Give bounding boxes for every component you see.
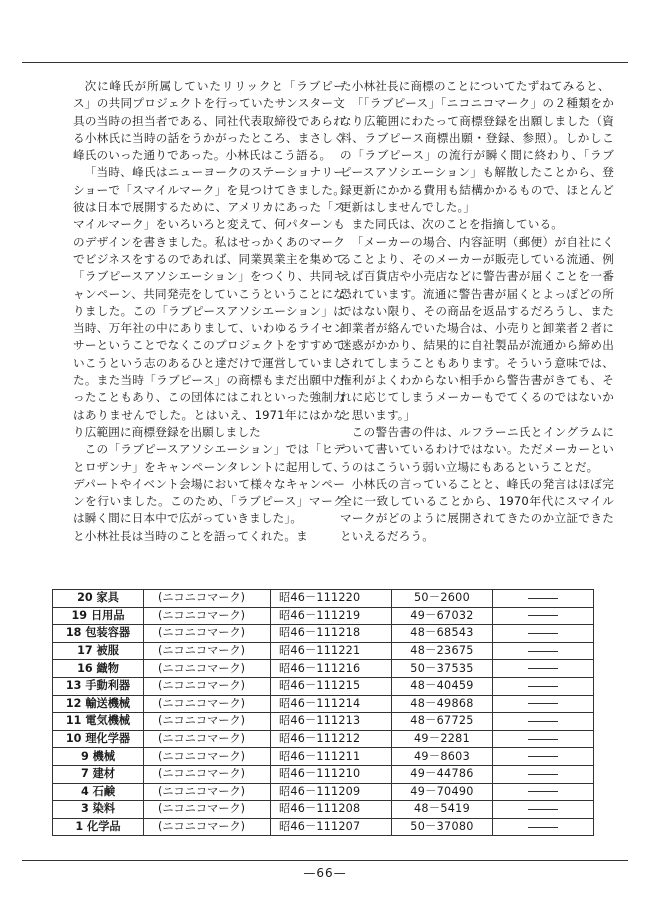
status-cell [493, 660, 594, 678]
mark-cell: (ニコニコマーク) [144, 642, 271, 660]
table-row [53, 713, 594, 731]
dash-mark [528, 598, 558, 599]
table-row [53, 818, 594, 836]
dash-mark [528, 686, 558, 687]
table-row [53, 730, 594, 748]
status-cell [493, 695, 594, 713]
dash-mark [528, 668, 558, 669]
table-row [53, 590, 594, 608]
registration-number-cell: 49－67032 [392, 607, 493, 625]
registration-number-cell: 50－37080 [392, 818, 493, 836]
class-cell: 9 機械 [53, 748, 144, 766]
mark-cell: (ニコニコマーク) [144, 748, 271, 766]
registration-number-cell: 49－2281 [392, 730, 493, 748]
paragraph: 「当時、峰氏はニューヨークのステーショナリーショーで「スマイルマーク」を見つけてきました。彼は日本で展開するために、アメリカにあった「スマイルマーク」をいろいろと変えて、何パターンものデザインを書きました。私はせっかくあのマークでビジネスをするのであれば、同業異業主を集めて「ラブピースアソシエーション」をつくり、共同キャンペーン、共同発売をしていこうということになりました。この「ラブピースアソシエーション」は当時、万年社の中にありまして、いわゆるライセンサーということでなくこのプロジェクトをすすめていこうという志のあるひと達だけで運営していました。また当時「ラブピース」の商標もまだ出願中だったこともあり、この団体にはこれといった強制力はありませんでした。とはいえ、1971年にはかなり広範囲に商標登録を出願しました [73, 165, 345, 439]
status-cell [493, 748, 594, 766]
dash-mark [528, 615, 558, 616]
table-row [53, 677, 594, 695]
class-cell: 17 被服 [53, 642, 144, 660]
table-row [53, 783, 594, 801]
dash-mark [528, 651, 558, 652]
paragraph: 「メーカーの場合、内容証明（郵便）が自社にくることより、そのメーカーが販売している流通、例えば百貨店や小売店などに警告書が届くことを一番恐れています。流通に警告書が届くとよっぽどの所ではない限り、その商品を返品するだろうし、また卸業者が絡んでいた場合は、小売りと卸業者２者に迷惑がかかり、結果的に自社製品が流通から締め出されてしまうこともあります。そういう意味では、権利がよくわからない相手から警告書がきても、それに応じてしまうメーカーもでてくるのではないかと思います。」 [340, 234, 614, 422]
dash-mark [528, 703, 558, 704]
paragraph: 「「ラブピース」「ニコニコマーク」の２種類をかなり広範囲にわたって商標登録を出願しました（資料、ラブピース商標出願・登録、参照）。しかしこの「ラブピース」の流行が瞬く間に終わり、「ラブピースアソシエーション」も解散したことから、登録更新にかかる費用も結構かかるもので、ほとんど更新はしませんでした。」 [340, 96, 614, 215]
class-cell: 11 電気機械 [53, 713, 144, 731]
mark-cell: (ニコニコマーク) [144, 765, 271, 783]
paragraph: この警告書の件は、ルフラーニ氏とイングラムについて書いているわけではない。ただメーカーというのはこういう弱い立場にもあるということだ。 [340, 424, 614, 474]
registration-number-cell: 48－40459 [392, 677, 493, 695]
registration-number-cell: 48－23675 [392, 642, 493, 660]
registration-number-cell: 49－44786 [392, 765, 493, 783]
application-number-cell: 昭46－111213 [271, 713, 392, 731]
left-text-column [73, 78, 345, 545]
status-cell [493, 590, 594, 608]
class-cell: 10 理化学器 [53, 730, 144, 748]
dash-mark [528, 774, 558, 775]
registration-number-cell: 50－2600 [392, 590, 493, 608]
application-number-cell: 昭46－111207 [271, 818, 392, 836]
status-cell [493, 765, 594, 783]
registration-number-cell: 48－67725 [392, 713, 493, 731]
mark-cell: (ニコニコマーク) [144, 730, 271, 748]
class-cell: 18 包装容器 [53, 625, 144, 643]
registration-number-cell: 48－5419 [392, 801, 493, 819]
paragraph: 小林氏の言っていることと、峰氏の発言はほぼ完全に一致していることから、1970年代にスマイルマークがどのように展開されてきたのか立証できたといえるだろう。 [340, 476, 614, 543]
table-row [53, 625, 594, 643]
application-number-cell: 昭46－111221 [271, 642, 392, 660]
paragraph: この「ラブピースアソシエーション」では「ヒデとロザンナ」をキャンペーンタレントに起用して、デパートやイベント会場において様々なキャンペーンを行いました。このため、「ラブピース」マークは瞬く間に日本中で広がっていきました」。 [73, 442, 345, 526]
mark-cell: (ニコニコマーク) [144, 818, 271, 836]
mark-cell: (ニコニコマーク) [144, 801, 271, 819]
table-row [53, 642, 594, 660]
table-row [53, 765, 594, 783]
table-row [53, 607, 594, 625]
application-number-cell: 昭46－111215 [271, 677, 392, 695]
application-number-cell: 昭46－111220 [271, 590, 392, 608]
status-cell [493, 783, 594, 801]
mark-cell: (ニコニコマーク) [144, 607, 271, 625]
application-number-cell: 昭46－111212 [271, 730, 392, 748]
class-cell: 7 建材 [53, 765, 144, 783]
table-row [53, 695, 594, 713]
registration-number-cell: 49－70490 [392, 783, 493, 801]
paragraph: また同氏は、次のことを指摘している。 [351, 217, 563, 232]
application-number-cell: 昭46－111211 [271, 748, 392, 766]
dash-mark [528, 809, 558, 810]
class-cell: 13 手動利器 [53, 677, 144, 695]
application-number-cell: 昭46－111214 [271, 695, 392, 713]
paragraph: た小林社長に商標のことについてたずねてみると、 [340, 79, 610, 93]
class-cell: 3 染料 [53, 801, 144, 819]
page-number: —66— [303, 866, 347, 880]
trademark-table [52, 589, 594, 836]
status-cell [493, 713, 594, 731]
mark-cell: (ニコニコマーク) [144, 713, 271, 731]
class-cell: 16 織物 [53, 660, 144, 678]
header-rule [22, 62, 628, 63]
dash-mark [528, 739, 558, 740]
status-cell [493, 642, 594, 660]
dash-mark [528, 633, 558, 634]
class-cell: 12 輸送機械 [53, 695, 144, 713]
class-cell: 20 家具 [53, 590, 144, 608]
application-number-cell: 昭46－111209 [271, 783, 392, 801]
registration-number-cell: 50－37535 [392, 660, 493, 678]
application-number-cell: 昭46－111208 [271, 801, 392, 819]
mark-cell: (ニコニコマーク) [144, 590, 271, 608]
paragraph: と小林社長は当時のことを語ってくれた。ま [73, 528, 308, 543]
status-cell [493, 677, 594, 695]
mark-cell: (ニコニコマーク) [144, 625, 271, 643]
status-cell [493, 607, 594, 625]
registration-number-cell: 49－8603 [392, 748, 493, 766]
mark-cell: (ニコニコマーク) [144, 695, 271, 713]
right-text-column [340, 78, 614, 545]
table-row [53, 660, 594, 678]
mark-cell: (ニコニコマーク) [144, 783, 271, 801]
registration-number-cell: 48－68543 [392, 625, 493, 643]
paragraph: 次に峰氏が所属していたリリックと「ラブピース」の共同プロジェクトを行っていたサンスター文具の当時の担当者である、同社代表取締役であられる小林氏に当時の話をうかがったところ、まさしく峰氏のいった通りであった。小林氏はこう語る。 [73, 79, 345, 163]
application-number-cell: 昭46－111219 [271, 607, 392, 625]
dash-mark [528, 827, 558, 828]
mark-cell: (ニコニコマーク) [144, 660, 271, 678]
status-cell [493, 801, 594, 819]
class-cell: 1 化学品 [53, 818, 144, 836]
table-row [53, 801, 594, 819]
footer-rule [22, 860, 628, 861]
dash-mark [528, 721, 558, 722]
application-number-cell: 昭46－111210 [271, 765, 392, 783]
class-cell: 4 石鹸 [53, 783, 144, 801]
application-number-cell: 昭46－111218 [271, 625, 392, 643]
table-row [53, 748, 594, 766]
application-number-cell: 昭46－111216 [271, 660, 392, 678]
status-cell [493, 818, 594, 836]
class-cell: 19 日用品 [53, 607, 144, 625]
status-cell [493, 730, 594, 748]
status-cell [493, 625, 594, 643]
mark-cell: (ニコニコマーク) [144, 677, 271, 695]
dash-mark [528, 791, 558, 792]
dash-mark [528, 756, 558, 757]
registration-number-cell: 48－49868 [392, 695, 493, 713]
